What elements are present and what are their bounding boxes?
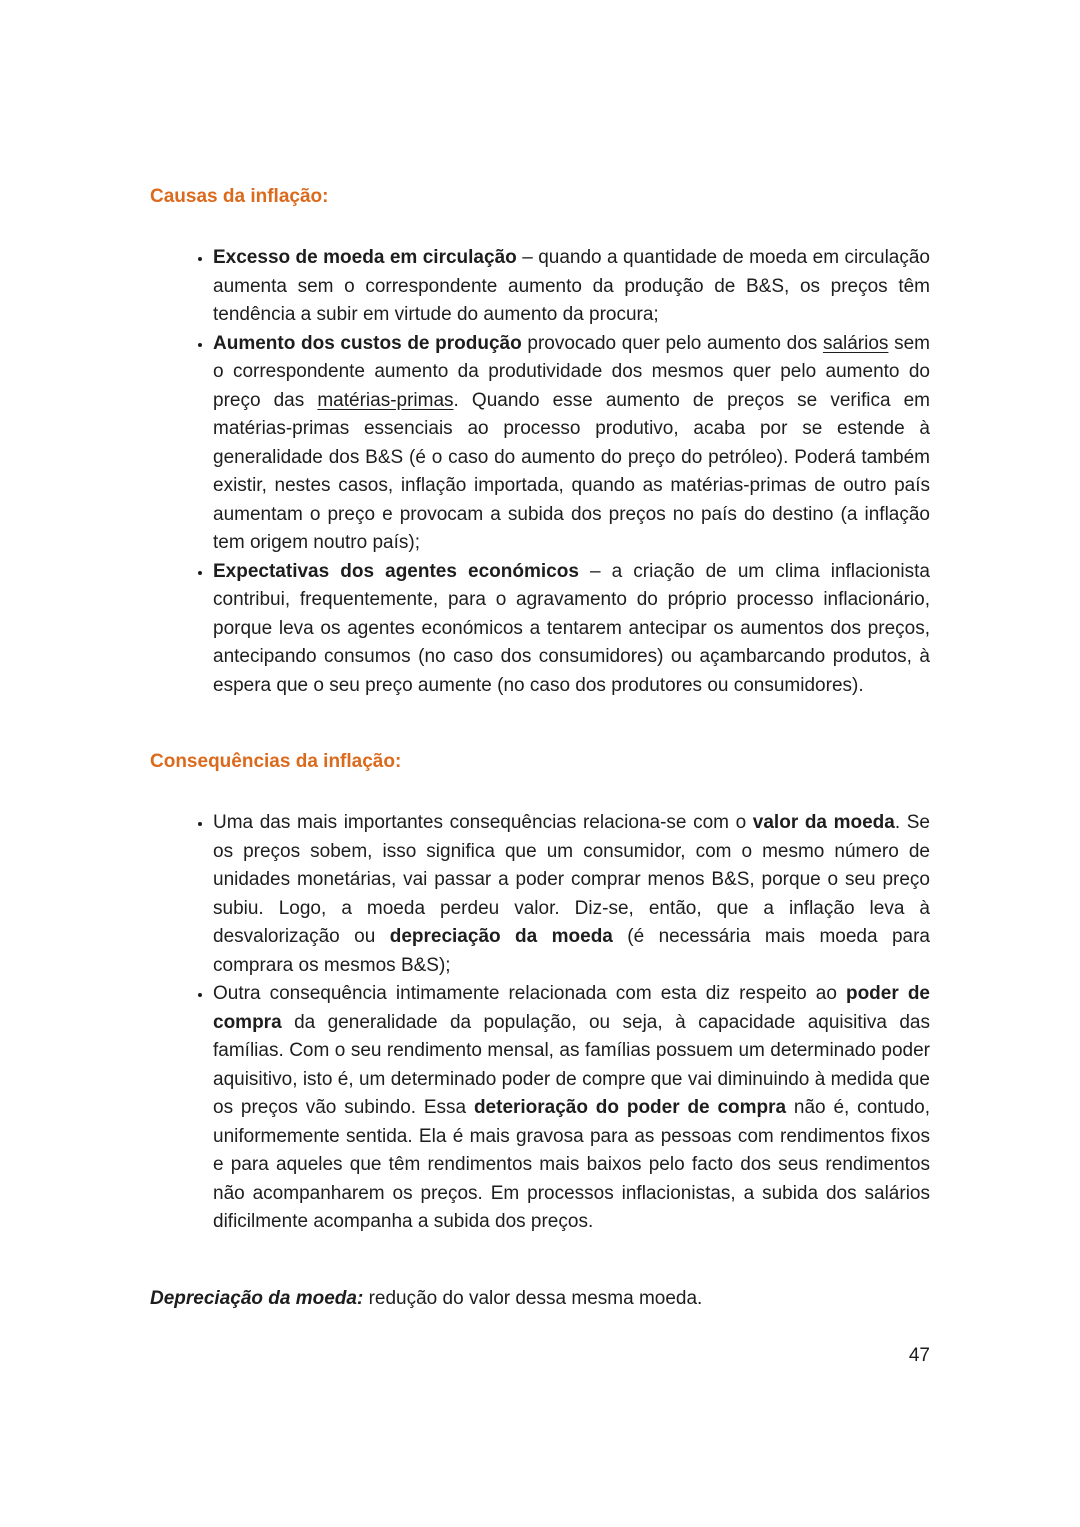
text-run: matérias-primas <box>317 389 454 411</box>
text-run: poder de compra <box>213 983 930 1033</box>
bullet-list-consequencias <box>150 809 930 1237</box>
bullet-item <box>213 809 930 980</box>
section-heading-consequencias: Consequências da inflação: <box>150 751 402 772</box>
bullet-item <box>213 330 930 558</box>
text-run: da generalidade da população, ou seja, à capacidade aquisitiva das famílias. Com o seu rendimento mensal, as famílias possuem um determinado poder aquisitivo, isto é, um determinado poder de compre que vai diminuindo à medida que os preços vão subindo. Essa <box>213 1011 930 1118</box>
section-causas-da-inflacao <box>150 183 930 700</box>
bullet-item <box>213 980 930 1237</box>
text-run: depreciação da moeda <box>389 926 613 947</box>
text-run: não é, contudo, uniformemente sentida. Ela é mais gravosa para as pessoas com rendimentos fixos e para aqueles que têm rendimentos mais baixos pelo facto dos seus rendimentos não acompanharem os preços. Em processos inflacionistas, a subida dos salários dificilmente acompanha a subida dos preços. <box>213 1097 931 1232</box>
text-run: (é necessária mais moeda para comprara os mesmos B&S); <box>213 926 930 976</box>
text-run: provocado quer pelo aumento dos <box>521 332 823 354</box>
text-run: sem o correspondente aumento da produtividade dos mesmos quer pelo aumento do preço das <box>213 332 930 411</box>
text-run: . Se os preços sobem, isso significa que um consumidor, com o mesmo número de unidades monetárias, vai passar a poder comprar menos B&S, porque o seu preço subiu. Logo, a moeda perdeu valor. Diz-se, então, que a inflação leva à desvalorização ou <box>213 812 930 947</box>
bullet-item <box>213 244 930 330</box>
section-heading-causas: Causas da inflação: <box>150 186 329 207</box>
text-run: valor da moeda <box>752 812 895 833</box>
text-run: – quando a quantidade de moeda em circulação aumenta sem o correspondente aumento da produção de B&S, os preços têm tendência a subir em virtude do aumento da procura; <box>213 247 930 325</box>
text-run: – a criação de um clima inflacionista contribui, frequentemente, para o agravamento do próprio processo inflacionário, porque leva os agentes económicos a tentarem antecipar os aumentos dos preços, antecipando consumos (no caso dos consumidores) ou açambarcando produtos, à espera que o seu preço aumente (no caso dos produtores ou consumidores). <box>213 560 930 696</box>
page-content <box>150 183 930 1313</box>
text-run: Aumento dos custos de produção <box>213 332 522 354</box>
section-consequencias-da-inflacao <box>150 748 930 1237</box>
page-number: 47 <box>908 1345 930 1366</box>
text-run: deterioração do poder de compra <box>473 1097 787 1118</box>
text-run: Depreciação da moeda: <box>150 1287 364 1309</box>
bullet-list-causas <box>150 244 930 700</box>
text-run: salários <box>822 332 889 354</box>
text-run: redução do valor dessa mesma moeda. <box>363 1287 703 1309</box>
text-run: Outra consequência intimamente relacionada com esta diz respeito ao <box>213 983 846 1004</box>
text-run: Uma das mais importantes consequências relaciona-se com o <box>213 812 753 833</box>
bullet-item <box>213 558 930 701</box>
definition-depreciacao-da-moeda <box>150 1285 930 1314</box>
text-run: . Quando esse aumento de preços se verifica em matérias-primas essenciais ao processo produtivo, acaba por se estende à generalidade dos B&S (é o caso do aumento do preço do petróleo). Poderá também existir, nestes casos, inflação importada, quando as matérias-primas de outro país aumentam o preço e provocam a subida dos preços no país do destino (a inflação tem origem noutro país); <box>213 389 930 553</box>
text-run: Expectativas dos agentes económicos <box>213 560 579 582</box>
text-run: Excesso de moeda em circulação <box>213 247 517 268</box>
